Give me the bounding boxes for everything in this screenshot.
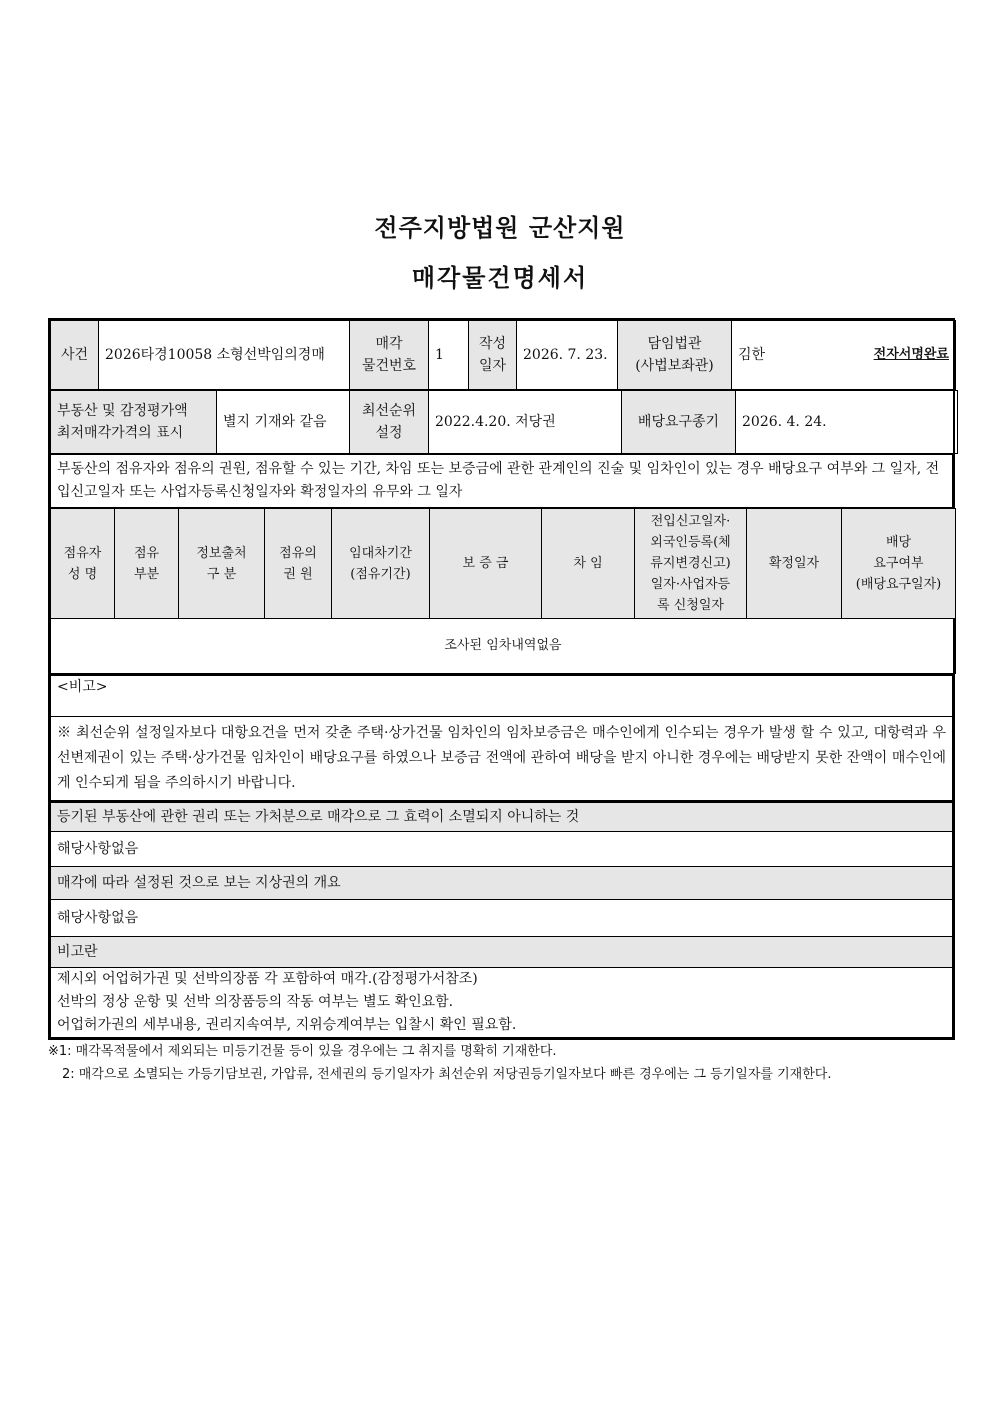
col-move-in-date: 전입신고일자· 외국인등록(체 류지변경신고) 일자·사업자등 록 신청일자 xyxy=(635,509,747,619)
footnote-2: 2: 매각으로 소멸되는 가등기담보권, 가압류, 전세권의 등기일자가 최선순위 저당권등기일자보다 빠른 경우에는 그 등기일자를 기재한다. xyxy=(62,1067,832,1082)
footnote-1: ※1: 매각목적물에서 제외되는 미등기건물 등이 있을 경우에는 그 취지를 명확히 기재한다. xyxy=(48,1044,557,1059)
document-title: 매각물건명세서 xyxy=(411,264,589,292)
case-info-table xyxy=(50,320,956,390)
judge-label: 담임법관 (사법보좌관) xyxy=(618,321,732,390)
display-value: 별지 기재와 같음 xyxy=(217,391,350,454)
notes-line: 선박의 정상 운항 및 선박 의장품등의 작동 여부는 별도 확인요함. xyxy=(57,994,454,1010)
item-no-label: 매각 물건번호 xyxy=(350,321,429,390)
remarks-cell xyxy=(51,675,953,717)
col-deposit: 보 증 금 xyxy=(430,509,542,619)
col-occupant-name: 점유자 성 명 xyxy=(51,509,115,619)
rights-table xyxy=(50,801,953,1038)
case-value: 2026타경10058 소형선박임의경매 xyxy=(99,321,350,390)
col-info-source: 정보출처 구 분 xyxy=(179,509,265,619)
surface-value: 해당사항없음 xyxy=(51,900,953,937)
judge-cell xyxy=(732,321,956,390)
col-occupancy-title: 점유의 권 원 xyxy=(265,509,332,619)
warning-text: ※ 최선순위 설정일자보다 대항요건을 먼저 갖춘 주택·상가건물 임차인의 임차보증금은 매수인에게 인수되는 경우가 발생 할 수 있고, 대항력과 우선변제권이 있는 주택·상가건물 임차인이 배당요구를 하였으나 보증금 전액에 관하여 배당을 받지 아니한 경우에는 배당받지 못한 잔액이 매수인에게 인수되게 됨을 주의하시기 바랍니다. xyxy=(51,717,953,801)
priority-value: 2022.4.20. 저당권 xyxy=(429,391,622,454)
occupancy-intro-table xyxy=(50,454,953,508)
occupancy-intro: 부동산의 점유자와 점유의 권원, 점유할 수 있는 기간, 차임 또는 보증금에 관한 관계인의 진술 및 임차인이 있는 경우 배당요구 여부와 그 일자, 전입신고일자 또는 사업자등록신청일자와 확정일자의 유무와 그 일자 xyxy=(51,455,953,508)
deadline-label: 배당요구종기 xyxy=(622,391,736,454)
judge-name: 김한 xyxy=(738,347,766,363)
remarks-label: <비고> xyxy=(57,679,108,695)
item-no-value: 1 xyxy=(429,321,469,390)
surface-label: 매각에 따라 설정된 것으로 보는 지상권의 개요 xyxy=(51,867,953,900)
esign-stamp: 전자서명완료 xyxy=(873,347,949,362)
occupancy-table xyxy=(50,508,956,674)
col-dividend-request: 배당 요구여부 (배당요구일자) xyxy=(842,509,956,619)
court-name: 전주지방법원 군산지원 xyxy=(374,214,626,242)
col-rent: 차 임 xyxy=(542,509,635,619)
remarks-table xyxy=(50,674,953,801)
notes-body xyxy=(51,968,953,1038)
date-value: 2026. 7. 23. xyxy=(517,321,618,390)
case-label: 사건 xyxy=(51,321,99,390)
col-occupied-part: 점유 부분 xyxy=(115,509,179,619)
notes-label: 비고란 xyxy=(51,937,953,968)
notes-line: 어업허가권의 세부내용, 권리지속여부, 지위승계여부는 입찰시 확인 필요함. xyxy=(57,1017,517,1033)
col-fixed-date: 확정일자 xyxy=(747,509,842,619)
deadline-value: 2026. 4. 24. xyxy=(736,391,958,454)
price-info-table xyxy=(50,390,958,454)
specification-form xyxy=(48,318,955,1040)
rights-label: 등기된 부동산에 관한 권리 또는 가처분으로 매각으로 그 효력이 소멸되지 아니하는 것 xyxy=(51,802,953,832)
display-label: 부동산 및 감정평가액 최저매각가격의 표시 xyxy=(51,391,217,454)
date-label: 작성 일자 xyxy=(469,321,517,390)
notes-line: 제시외 어업허가권 및 선박의장품 각 포함하여 매각.(감정평가서참조) xyxy=(57,971,478,987)
occupancy-empty-message: 조사된 임차내역없음 xyxy=(51,619,956,674)
col-lease-period: 임대차기간 (점유기간) xyxy=(332,509,430,619)
rights-value: 해당사항없음 xyxy=(51,832,953,867)
priority-label: 최선순위 설정 xyxy=(350,391,429,454)
